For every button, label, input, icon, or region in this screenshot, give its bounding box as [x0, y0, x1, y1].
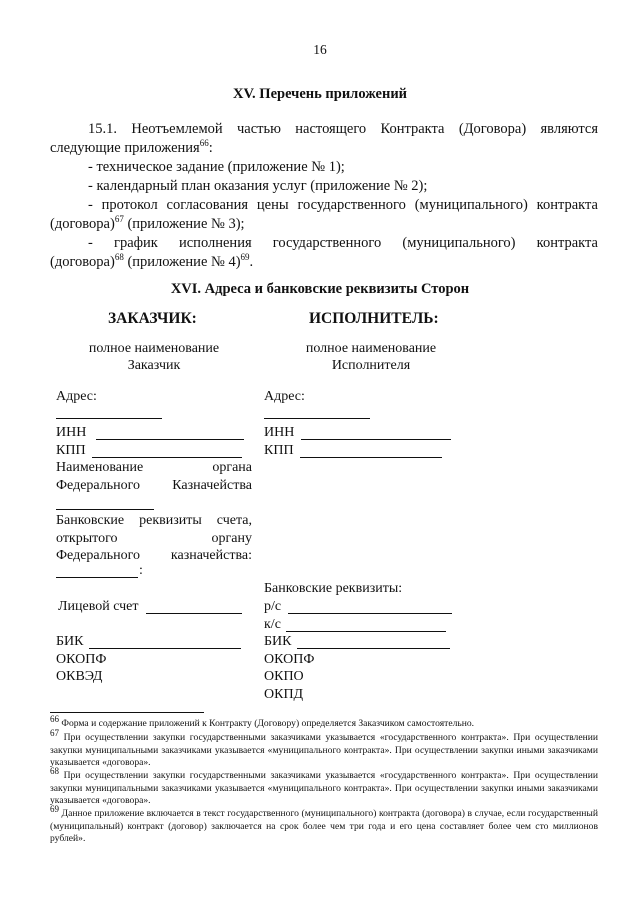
footnote-ref-68: 68 — [114, 252, 124, 263]
contractor-address-label: Адрес: — [264, 389, 305, 404]
footnote-ref-67: 67 — [114, 214, 124, 225]
customer-bank-line3: Федерального казначейства: — [56, 548, 252, 563]
footnote-66: $^{66}$ Форма и содержание приложений к Контракту (Договору) определяется Заказчиком самостоятельно. — [50, 713, 475, 729]
customer-kpp-line — [92, 457, 242, 458]
contractor-rs-line — [288, 613, 452, 614]
customer-treasury-line2: Федерального Казначейства — [56, 478, 252, 493]
customer-address-label: Адрес: — [56, 389, 97, 404]
customer-address-line — [56, 418, 162, 419]
contractor-inn-line — [301, 439, 451, 440]
contractor-heading: ИСПОЛНИТЕЛЬ: — [309, 310, 439, 327]
appendix-item-1: - техническое задание (приложение № 1); — [88, 159, 345, 175]
footnote-ref-66: 66 — [199, 138, 209, 149]
customer-inn-label: ИНН — [56, 425, 87, 440]
contractor-bik-label: БИК — [264, 634, 292, 649]
contractor-ks-line — [286, 631, 446, 632]
customer-okved-label: ОКВЭД — [56, 669, 103, 684]
customer-bank-colon: : — [139, 563, 143, 578]
contractor-okpo-label: ОКПО — [264, 669, 304, 684]
customer-okopf-label: ОКОПФ — [56, 652, 107, 667]
customer-inn-line — [96, 439, 244, 440]
customer-treasury-line1: Наименование органа — [56, 460, 252, 475]
footnote-68: $^{68}$ При осуществлении закупки государственными заказчиками указывается «государственного контракта». При осуществлении закупки муниципальными заказчиками указывается «муниципального контракта». При осуществлении закупки иными заказчиками указывается «договора». — [50, 765, 598, 807]
footnote-67: $^{67}$ При осуществлении закупки государственными заказчиками указывается «государственного контракта». При осуществлении закупки муниципальными заказчиками указывается «муниципального контракта». При осуществлении закупки иными заказчиками указывается «договора». — [50, 727, 598, 769]
contractor-bank-details-label: Банковские реквизиты: — [264, 581, 403, 596]
customer-personal-account-label: Лицевой счет — [58, 599, 139, 614]
customer-bik-line — [89, 648, 241, 649]
section-15-intro-line2: следующие приложения$^{66}$: — [50, 138, 213, 156]
contractor-address-line — [264, 418, 370, 419]
contractor-full-name: полное наименование Исполнителя — [305, 341, 437, 373]
section-15-title: XV. Перечень приложений — [232, 86, 408, 102]
section-16-title: XVI. Адреса и банковские реквизиты Сторон — [170, 281, 470, 297]
appendix-item-3-line1: - протокол согласования цены государственного (муниципального) контракта — [88, 197, 598, 213]
customer-bik-label: БИК — [56, 634, 84, 649]
footnote-separator — [50, 712, 204, 713]
customer-bank-line1: Банковские реквизиты счета, — [56, 513, 252, 528]
contractor-rs-label: р/с — [264, 599, 282, 614]
contractor-bik-line — [297, 648, 450, 649]
customer-heading: ЗАКАЗЧИК: — [108, 310, 197, 327]
customer-treasury-line — [56, 509, 154, 510]
customer-full-name: полное наименование Заказчик — [88, 341, 220, 373]
appendix-item-3-line2: (договора)$^{67}$ (приложение № 3); — [50, 214, 245, 232]
contractor-kpp-label: КПП — [264, 443, 294, 458]
contractor-ks-label: к/с — [264, 617, 281, 632]
page-number: 16 — [313, 42, 327, 57]
contractor-okopf-label: ОКОПФ — [264, 652, 315, 667]
appendix-item-4-line1: - график исполнения государственного (муниципального) контракта — [88, 235, 598, 251]
section-15-intro-line1: 15.1. Неотъемлемой частью настоящего Контракта (Договора) являются — [88, 121, 598, 137]
contractor-okpd-label: ОКПД — [264, 687, 304, 702]
footnote-ref-69: 69 — [240, 252, 250, 263]
customer-bank-line — [56, 577, 138, 578]
customer-bank-line2: открытого органу — [56, 531, 252, 546]
contractor-kpp-line — [300, 457, 442, 458]
customer-kpp-label: КПП — [56, 443, 86, 458]
footnote-69: $^{69}$ Данное приложение включается в текст государственного (муниципального) контракта (договора) в случае, если государственный (муниципальный) контракт (договор) заключается на срок более чем три года и его цена составляет более чем сто миллионов рублей». — [50, 803, 598, 845]
customer-personal-account-line — [146, 613, 242, 614]
appendix-item-4-line2: (договора)$^{68}$ (приложение № 4)$^{69}$. — [50, 252, 254, 270]
contractor-inn-label: ИНН — [264, 425, 295, 440]
appendix-item-2: - календарный план оказания услуг (приложение № 2); — [88, 178, 428, 194]
